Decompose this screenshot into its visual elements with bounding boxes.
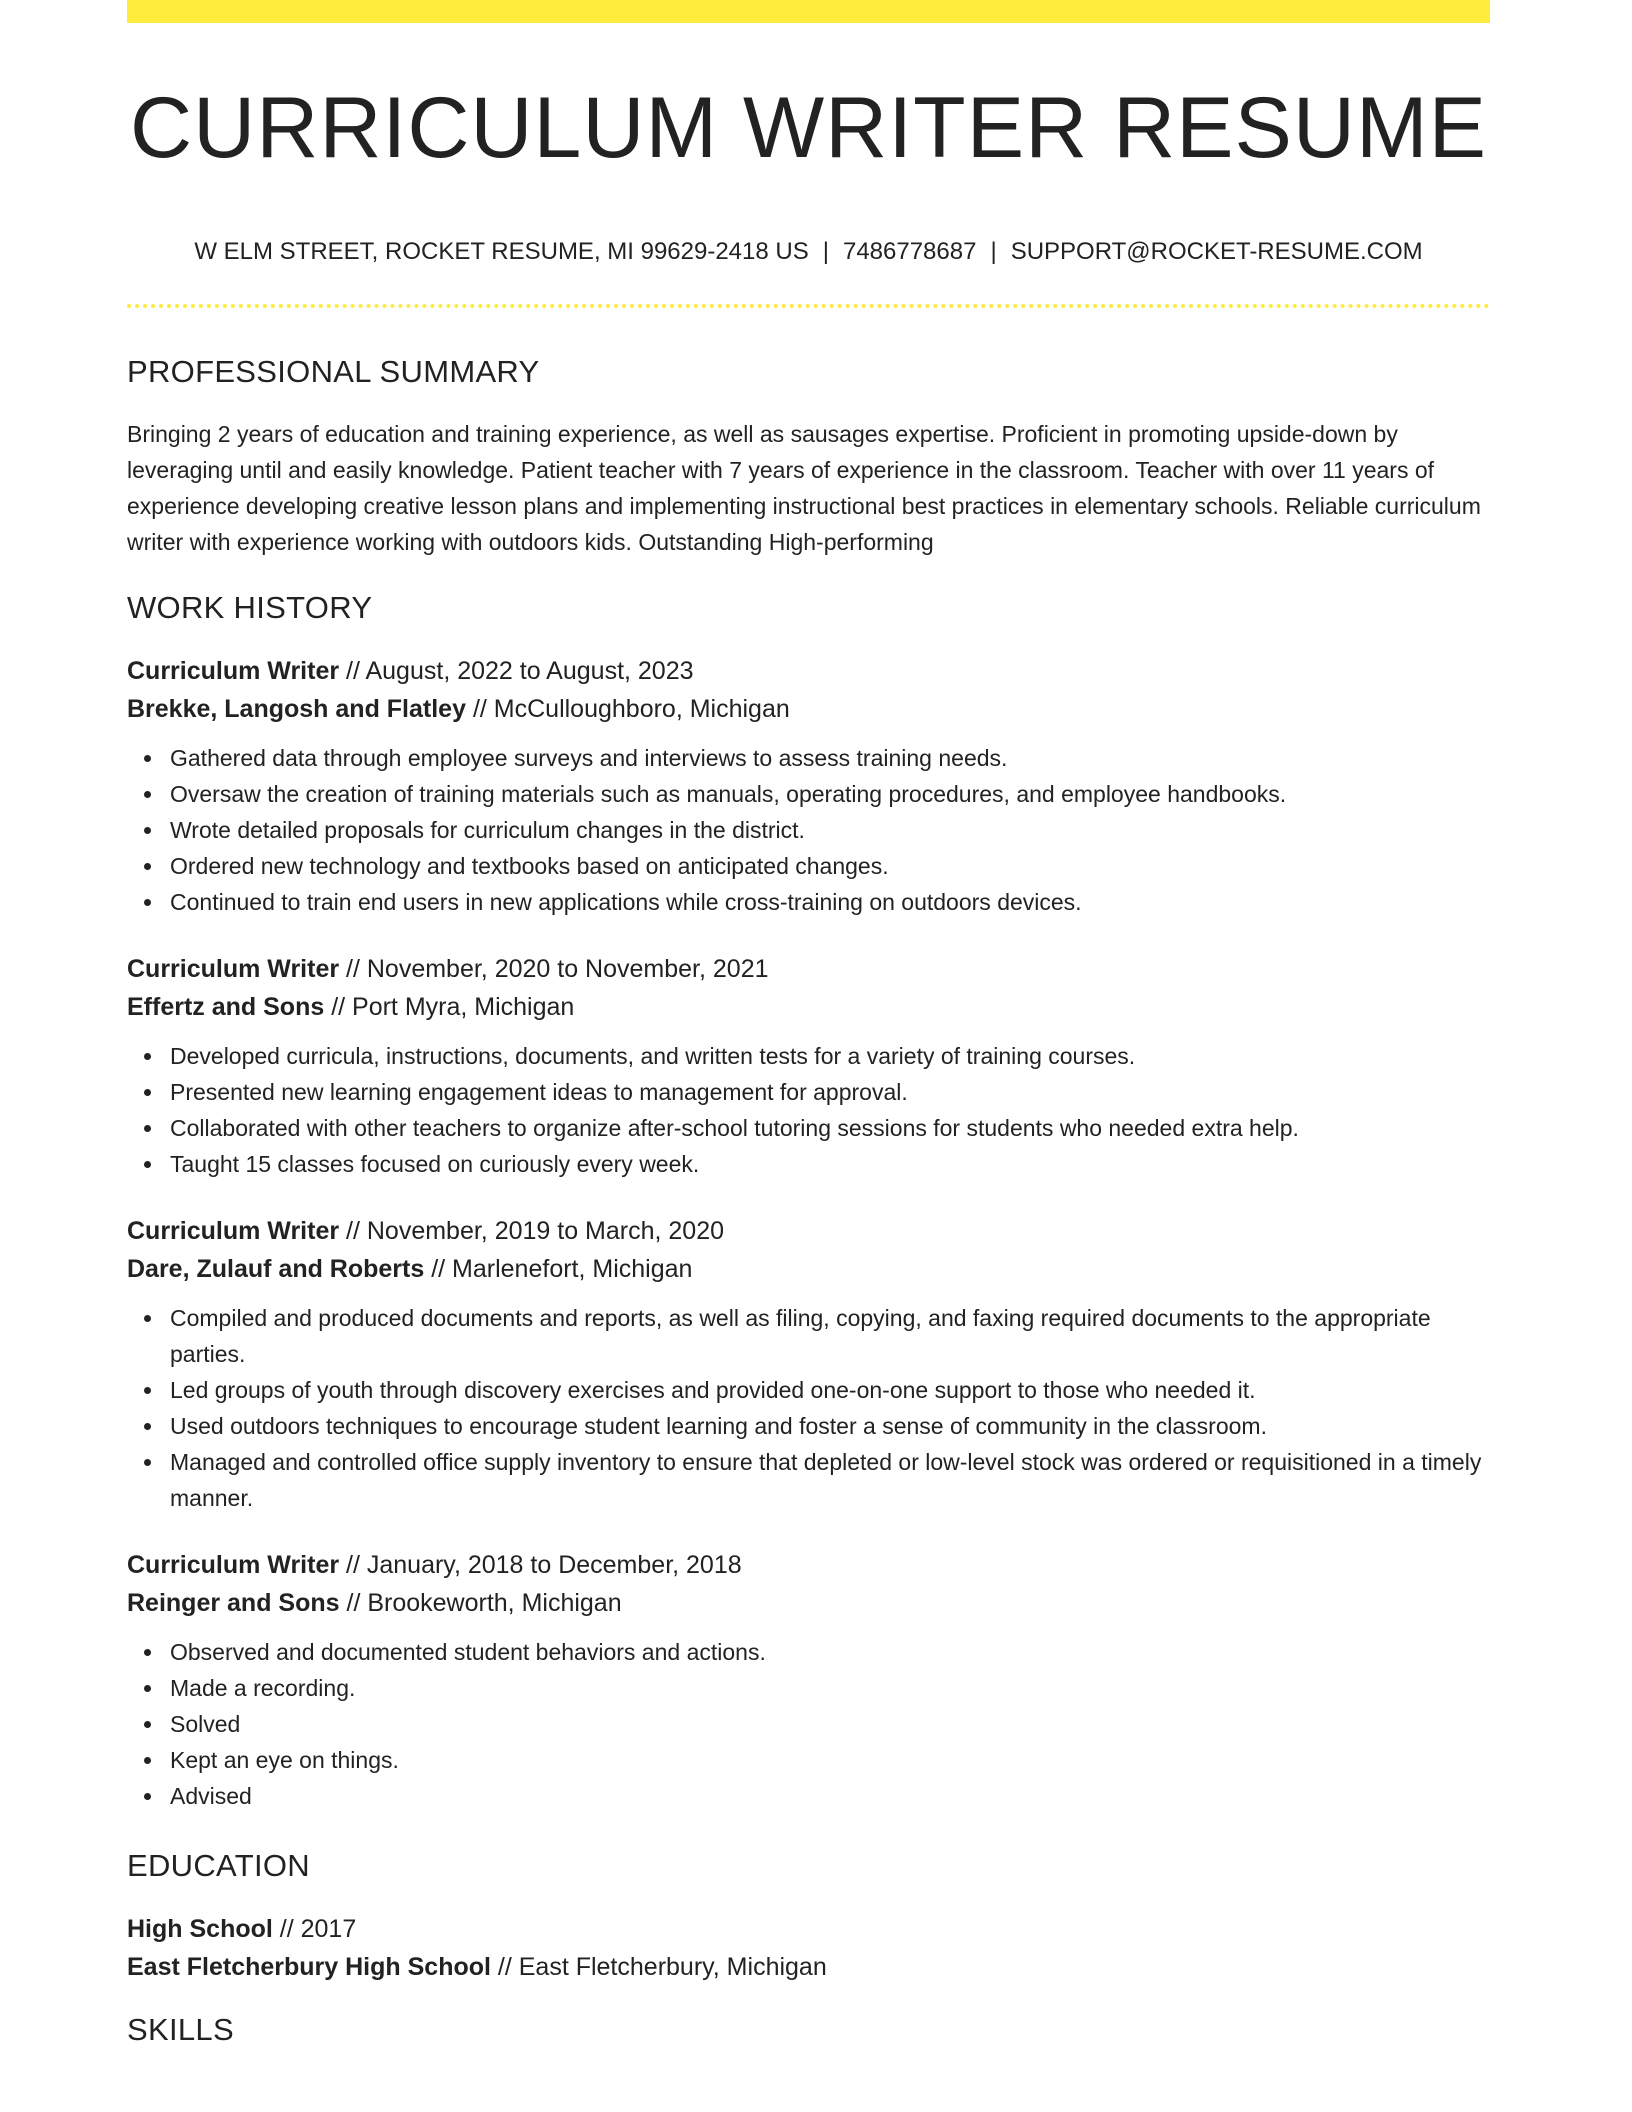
job-entry [127,1546,1490,1814]
duty-item: Presented new learning engagement ideas to management for approval. [170,1074,1490,1110]
duty-item: Used outdoors techniques to encourage student learning and foster a sense of community in the classroom. [170,1408,1490,1444]
duty-item: Observed and documented student behaviors and actions. [170,1634,1490,1670]
job-company: Reinger and Sons [127,1589,340,1617]
duty-item: Gathered data through employee surveys and interviews to assess training needs. [170,740,1490,776]
work-history-heading: WORK HISTORY [127,590,373,625]
job-title-line [127,1546,1490,1584]
contact-phone: 7486778687 [842,238,977,265]
header-divider [127,304,1490,308]
duty-item: Oversaw the creation of training materials such as manuals, operating procedures, and employee handbooks. [170,776,1490,812]
contact-separator: | [990,238,997,265]
job-duties-list [127,740,1490,920]
contact-separator: | [822,238,829,265]
education-location: // East Fletcherbury, Michigan [490,1953,827,1981]
summary-heading: PROFESSIONAL SUMMARY [127,354,540,389]
resume-sections [127,350,1490,2074]
job-company-line [127,690,1490,728]
duty-item: Ordered new technology and textbooks based on anticipated changes. [170,848,1490,884]
resume-title: CURRICULUM WRITER RESUME [130,80,1487,176]
job-title-line [127,652,1490,690]
job-company: Dare, Zulauf and Roberts [127,1255,425,1283]
job-company: Effertz and Sons [127,993,325,1021]
top-accent-bar [127,0,1490,23]
job-role: Curriculum Writer [127,1217,340,1245]
education-school-line [127,1948,1490,1986]
job-location: // Brookeworth, Michigan [339,1589,622,1617]
job-dates: // November, 2019 to March, 2020 [339,1217,725,1245]
education-year: // 2017 [272,1915,357,1943]
duty-item: Compiled and produced documents and reports, as well as filing, copying, and faxing required documents to the appropriate parties. [170,1300,1490,1372]
contact-line [127,236,1490,268]
job-role: Curriculum Writer [127,657,340,685]
duty-item: Managed and controlled office supply inventory to ensure that depleted or low-level stock was ordered or requisitioned in a timely manner. [170,1444,1490,1516]
job-title-line [127,1212,1490,1250]
job-dates: // January, 2018 to December, 2018 [339,1551,742,1579]
education-degree: High School [127,1915,273,1943]
duty-item: Solved [170,1706,1490,1742]
duty-item: Kept an eye on things. [170,1742,1490,1778]
job-entry [127,652,1490,920]
skills-heading: SKILLS [127,2012,234,2047]
education-heading: EDUCATION [127,1848,310,1883]
job-company-line [127,1250,1490,1288]
duty-item: Collaborated with other teachers to organize after-school tutoring sessions for students who needed extra help. [170,1110,1490,1146]
job-entry [127,950,1490,1182]
duty-item: Led groups of youth through discovery exercises and provided one-on-one support to those who needed it. [170,1372,1490,1408]
contact-email: SUPPORT@ROCKET-RESUME.COM [1010,238,1423,265]
duty-item: Wrote detailed proposals for curriculum changes in the district. [170,812,1490,848]
job-title-line [127,950,1490,988]
duty-item: Continued to train end users in new applications while cross-training on outdoors devices. [170,884,1490,920]
summary-text: Bringing 2 years of education and training experience, as well as sausages expertise. Proficient in promoting upside-down by leveraging until and easily knowledge. Patient teacher with 7 years of experience in the classroom. Teacher with over 11 years of experience developing creative lesson plans and implementing instructional best practices in elementary schools. Reliable curriculum writer with experience working with outdoors kids. Outstanding High-performing [127,421,1481,555]
duty-item: Developed curricula, instructions, documents, and written tests for a variety of training courses. [170,1038,1490,1074]
job-company-line [127,1584,1490,1622]
job-entry [127,1212,1490,1516]
job-role: Curriculum Writer [127,1551,340,1579]
job-location: // Port Myra, Michigan [324,993,575,1021]
job-dates: // August, 2022 to August, 2023 [339,657,694,685]
education-school: East Fletcherbury High School [127,1953,491,1981]
education-entry [127,1910,1490,1986]
duty-item: Advised [170,1778,1490,1814]
duty-item: Taught 15 classes focused on curiously every week. [170,1146,1490,1182]
job-dates: // November, 2020 to November, 2021 [339,955,769,983]
job-duties-list [127,1038,1490,1182]
duty-item: Made a recording. [170,1670,1490,1706]
job-duties-list [127,1634,1490,1814]
job-role: Curriculum Writer [127,955,340,983]
education-degree-line [127,1910,1490,1948]
job-list [127,652,1490,1814]
job-location: // Marlenefort, Michigan [424,1255,693,1283]
job-location: // McCulloughboro, Michigan [466,695,790,723]
job-company: Brekke, Langosh and Flatley [127,695,466,723]
job-duties-list [127,1300,1490,1516]
job-company-line [127,988,1490,1026]
contact-address: W ELM STREET, ROCKET RESUME, MI 99629-2418 US [194,238,809,265]
